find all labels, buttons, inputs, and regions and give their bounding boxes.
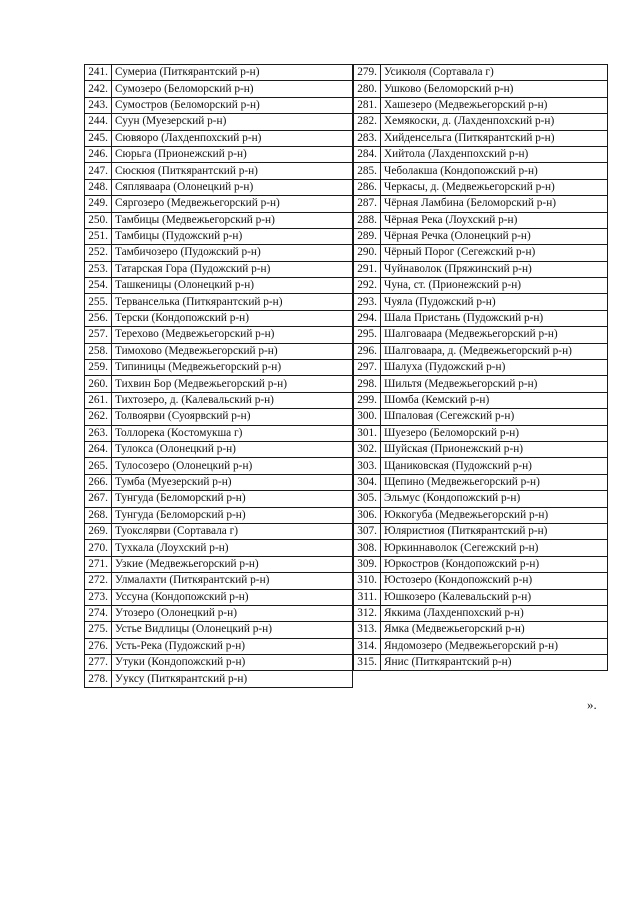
table-row <box>354 294 608 310</box>
row-number: 265. <box>85 458 112 474</box>
settlement-name: Толлорека (Костомукша г) <box>112 425 353 441</box>
table-row <box>85 261 353 277</box>
row-number: 258. <box>85 343 112 359</box>
row-number: 268. <box>85 507 112 523</box>
table-row <box>85 196 353 212</box>
settlement-name: Сумозеро (Беломорский р-н) <box>112 81 353 97</box>
settlement-name: Щепино (Медвежьегорский р-н) <box>381 474 608 490</box>
row-number: 242. <box>85 81 112 97</box>
settlement-name: Шалговаара, д. (Медвежьегорский р-н) <box>381 343 608 359</box>
settlement-name: Хийтола (Лахденпохский р-н) <box>381 146 608 162</box>
settlement-name: Терски (Кондопожский р-н) <box>112 310 353 326</box>
table-row <box>85 310 353 326</box>
table-row <box>354 327 608 343</box>
table-row <box>85 343 353 359</box>
settlements-table-left <box>84 64 353 688</box>
settlement-name: Тулокса (Олонецкий р-н) <box>112 441 353 457</box>
row-number: 248. <box>85 179 112 195</box>
table-row <box>354 622 608 638</box>
row-number: 254. <box>85 278 112 294</box>
table-row <box>85 638 353 654</box>
row-number: 280. <box>354 81 381 97</box>
table-row <box>354 343 608 359</box>
settlement-name: Шала Пристань (Пудожский р-н) <box>381 310 608 326</box>
settlement-name: Утозеро (Олонецкий р-н) <box>112 605 353 621</box>
settlement-name: Татарская Гора (Пудожский р-н) <box>112 261 353 277</box>
table-row <box>85 671 353 687</box>
row-number: 310. <box>354 573 381 589</box>
right-table-body <box>354 65 608 671</box>
row-number: 300. <box>354 409 381 425</box>
row-number: 277. <box>85 655 112 671</box>
table-row <box>354 605 608 621</box>
table-row <box>85 294 353 310</box>
table-row <box>85 622 353 638</box>
table-row <box>354 474 608 490</box>
left-table-body <box>85 65 353 688</box>
settlement-name: Юркостров (Кондопожский р-н) <box>381 556 608 572</box>
settlement-name: Тамбицы (Медвежьегорский р-н) <box>112 212 353 228</box>
table-row <box>85 130 353 146</box>
table-row <box>85 114 353 130</box>
row-number: 311. <box>354 589 381 605</box>
table-row <box>354 540 608 556</box>
row-number: 313. <box>354 622 381 638</box>
settlement-name: Хемякоски, д. (Лахденпохский р-н) <box>381 114 608 130</box>
row-number: 243. <box>85 97 112 113</box>
settlement-name: Типиницы (Медвежьегорский р-н) <box>112 360 353 376</box>
table-row <box>85 81 353 97</box>
row-number: 303. <box>354 458 381 474</box>
row-number: 250. <box>85 212 112 228</box>
settlement-name: Юккогуба (Медвежьегорский р-н) <box>381 507 608 523</box>
table-row <box>354 245 608 261</box>
row-number: 264. <box>85 441 112 457</box>
settlement-name: Тихтозеро, д. (Калевальский р-н) <box>112 392 353 408</box>
settlement-name: Эльмус (Кондопожский р-н) <box>381 491 608 507</box>
row-number: 244. <box>85 114 112 130</box>
table-row <box>85 278 353 294</box>
row-number: 283. <box>354 130 381 146</box>
row-number: 247. <box>85 163 112 179</box>
table-row <box>85 655 353 671</box>
settlement-name: Шуезеро (Беломорский р-н) <box>381 425 608 441</box>
row-number: 315. <box>354 655 381 671</box>
table-row <box>354 65 608 81</box>
table-row <box>354 163 608 179</box>
row-number: 269. <box>85 523 112 539</box>
table-row <box>85 491 353 507</box>
table-row <box>354 130 608 146</box>
settlement-name: Яккима (Лахденпохский р-н) <box>381 605 608 621</box>
row-number: 273. <box>85 589 112 605</box>
table-row <box>354 638 608 654</box>
settlement-name: Ушково (Беломорский р-н) <box>381 81 608 97</box>
settlement-name: Терванселька (Питкярантский р-н) <box>112 294 353 310</box>
settlement-name: Шалговаара (Медвежьегорский р-н) <box>381 327 608 343</box>
table-row <box>85 605 353 621</box>
table-row <box>354 491 608 507</box>
table-row <box>354 655 608 671</box>
settlement-name: Щаниковская (Пудожский р-н) <box>381 458 608 474</box>
row-number: 276. <box>85 638 112 654</box>
table-row <box>85 589 353 605</box>
table-row <box>85 97 353 113</box>
row-number: 282. <box>354 114 381 130</box>
table-row <box>354 376 608 392</box>
table-row <box>354 589 608 605</box>
settlement-name: Сяргозеро (Медвежьегорский р-н) <box>112 196 353 212</box>
table-row <box>85 146 353 162</box>
row-number: 255. <box>85 294 112 310</box>
table-row <box>354 114 608 130</box>
table-row <box>85 425 353 441</box>
settlement-name: Тамбицы (Пудожский р-н) <box>112 228 353 244</box>
settlement-name: Улмалахти (Питкярантский р-н) <box>112 573 353 589</box>
row-number: 278. <box>85 671 112 687</box>
row-number: 299. <box>354 392 381 408</box>
table-row <box>354 441 608 457</box>
table-row <box>85 409 353 425</box>
settlement-name: Сумериа (Питкярантский р-н) <box>112 65 353 81</box>
row-number: 304. <box>354 474 381 490</box>
settlement-name: Тумба (Муезерский р-н) <box>112 474 353 490</box>
settlement-name: Чёрная Речка (Олонецкий р-н) <box>381 228 608 244</box>
row-number: 245. <box>85 130 112 146</box>
settlement-name: Юляристиоя (Питкярантский р-н) <box>381 523 608 539</box>
table-row <box>85 573 353 589</box>
settlement-name: Ямка (Медвежьегорский р-н) <box>381 622 608 638</box>
table-row <box>85 65 353 81</box>
row-number: 275. <box>85 622 112 638</box>
table-row <box>354 179 608 195</box>
settlement-name: Чёрный Порог (Сегежский р-н) <box>381 245 608 261</box>
settlement-name: Шуйская (Прионежский р-н) <box>381 441 608 457</box>
table-row <box>354 278 608 294</box>
row-number: 285. <box>354 163 381 179</box>
row-number: 281. <box>354 97 381 113</box>
row-number: 290. <box>354 245 381 261</box>
settlement-name: Шомба (Кемский р-н) <box>381 392 608 408</box>
settlement-name: Туокслярви (Сортавала г) <box>112 523 353 539</box>
settlement-name: Тунгуда (Беломорский р-н) <box>112 507 353 523</box>
row-number: 267. <box>85 491 112 507</box>
settlement-name: Тулосозеро (Олонецкий р-н) <box>112 458 353 474</box>
row-number: 249. <box>85 196 112 212</box>
row-number: 272. <box>85 573 112 589</box>
settlement-name: Тамбичозеро (Пудожский р-н) <box>112 245 353 261</box>
table-row <box>354 392 608 408</box>
table-row <box>85 556 353 572</box>
settlement-name: Усть-Река (Пудожский р-н) <box>112 638 353 654</box>
row-number: 271. <box>85 556 112 572</box>
row-number: 251. <box>85 228 112 244</box>
table-row <box>354 556 608 572</box>
row-number: 256. <box>85 310 112 326</box>
table-row <box>85 228 353 244</box>
settlement-name: Черкасы, д. (Медвежьегорский р-н) <box>381 179 608 195</box>
row-number: 298. <box>354 376 381 392</box>
settlement-name: Тунгуда (Беломорский р-н) <box>112 491 353 507</box>
table-row <box>85 474 353 490</box>
table-row <box>85 327 353 343</box>
row-number: 295. <box>354 327 381 343</box>
settlement-name: Усикюля (Сортавала г) <box>381 65 608 81</box>
table-row <box>354 261 608 277</box>
settlement-name: Ташкеницы (Олонецкий р-н) <box>112 278 353 294</box>
row-number: 246. <box>85 146 112 162</box>
table-row <box>85 163 353 179</box>
row-number: 279. <box>354 65 381 81</box>
settlement-name: Сюскюя (Питкярантский р-н) <box>112 163 353 179</box>
table-row <box>85 523 353 539</box>
row-number: 284. <box>354 146 381 162</box>
settlement-name: Ууксу (Питкярантский р-н) <box>112 671 353 687</box>
table-row <box>354 409 608 425</box>
settlement-name: Чеболакша (Кондопожский р-н) <box>381 163 608 179</box>
table-row <box>354 507 608 523</box>
settlement-name: Суун (Муезерский р-н) <box>112 114 353 130</box>
row-number: 241. <box>85 65 112 81</box>
settlement-name: Янис (Питкярантский р-н) <box>381 655 608 671</box>
table-row <box>354 196 608 212</box>
settlement-name: Яндомозеро (Медвежьегорский р-н) <box>381 638 608 654</box>
table-row <box>85 540 353 556</box>
settlement-name: Чёрная Ламбина (Беломорский р-н) <box>381 196 608 212</box>
row-number: 270. <box>85 540 112 556</box>
row-number: 253. <box>85 261 112 277</box>
row-number: 314. <box>354 638 381 654</box>
table-row <box>85 441 353 457</box>
settlement-name: Юркиннаволок (Сегежский р-н) <box>381 540 608 556</box>
settlement-name: Чуна, ст. (Прионежский р-н) <box>381 278 608 294</box>
table-row <box>85 212 353 228</box>
table-row <box>354 81 608 97</box>
row-number: 287. <box>354 196 381 212</box>
row-number: 296. <box>354 343 381 359</box>
row-number: 302. <box>354 441 381 457</box>
table-row <box>354 228 608 244</box>
table-row <box>354 425 608 441</box>
row-number: 261. <box>85 392 112 408</box>
row-number: 308. <box>354 540 381 556</box>
row-number: 301. <box>354 425 381 441</box>
row-number: 252. <box>85 245 112 261</box>
row-number: 266. <box>85 474 112 490</box>
row-number: 259. <box>85 360 112 376</box>
row-number: 309. <box>354 556 381 572</box>
settlement-name: Тухкала (Лоухский р-н) <box>112 540 353 556</box>
settlement-name: Тимохово (Медвежьегорский р-н) <box>112 343 353 359</box>
settlement-name: Чуйнаволок (Пряжинский р-н) <box>381 261 608 277</box>
settlement-name: Тихвин Бор (Медвежьегорский р-н) <box>112 376 353 392</box>
settlement-name: Сюрьга (Прионежский р-н) <box>112 146 353 162</box>
row-number: 293. <box>354 294 381 310</box>
settlement-name: Чуяла (Пудожский р-н) <box>381 294 608 310</box>
closing-quote-mark: ». <box>587 697 597 712</box>
table-row <box>354 523 608 539</box>
settlement-name: Юшкозеро (Калевальский р-н) <box>381 589 608 605</box>
row-number: 292. <box>354 278 381 294</box>
table-row <box>85 179 353 195</box>
row-number: 262. <box>85 409 112 425</box>
table-row <box>354 212 608 228</box>
settlement-name: Шильтя (Медвежьегорский р-н) <box>381 376 608 392</box>
table-row <box>85 376 353 392</box>
settlement-name: Юстозеро (Кондопожский р-н) <box>381 573 608 589</box>
settlement-name: Шалуха (Пудожский р-н) <box>381 360 608 376</box>
settlements-table-right <box>353 64 608 671</box>
row-number: 306. <box>354 507 381 523</box>
table-row <box>354 97 608 113</box>
settlement-name: Шпаловая (Сегежский р-н) <box>381 409 608 425</box>
table-row <box>85 392 353 408</box>
table-row <box>354 146 608 162</box>
row-number: 312. <box>354 605 381 621</box>
row-number: 294. <box>354 310 381 326</box>
settlement-name: Сювяоро (Лахденпохский р-н) <box>112 130 353 146</box>
row-number: 263. <box>85 425 112 441</box>
row-number: 289. <box>354 228 381 244</box>
row-number: 257. <box>85 327 112 343</box>
settlement-name: Сумостров (Беломорский р-н) <box>112 97 353 113</box>
settlement-name: Сяпляваара (Олонецкий р-н) <box>112 179 353 195</box>
settlement-name: Чёрная Река (Лоухский р-н) <box>381 212 608 228</box>
table-row <box>85 245 353 261</box>
table-row <box>354 310 608 326</box>
row-number: 260. <box>85 376 112 392</box>
row-number: 307. <box>354 523 381 539</box>
row-number: 305. <box>354 491 381 507</box>
settlement-name: Уссуна (Кондопожский р-н) <box>112 589 353 605</box>
row-number: 291. <box>354 261 381 277</box>
row-number: 274. <box>85 605 112 621</box>
row-number: 297. <box>354 360 381 376</box>
settlement-name: Толвоярви (Суоярвский р-н) <box>112 409 353 425</box>
settlement-name: Терехово (Медвежьегорский р-н) <box>112 327 353 343</box>
settlement-name: Узкие (Медвежьегорский р-н) <box>112 556 353 572</box>
table-row <box>85 507 353 523</box>
row-number: 286. <box>354 179 381 195</box>
table-row <box>354 458 608 474</box>
settlement-name: Хашезеро (Медвежьегорский р-н) <box>381 97 608 113</box>
settlement-name: Хийденсельга (Питкярантский р-н) <box>381 130 608 146</box>
table-row <box>354 573 608 589</box>
table-row <box>85 360 353 376</box>
settlement-name: Устье Видлицы (Олонецкий р-н) <box>112 622 353 638</box>
table-row <box>85 458 353 474</box>
table-row <box>354 360 608 376</box>
settlement-name: Утуки (Кондопожский р-н) <box>112 655 353 671</box>
row-number: 288. <box>354 212 381 228</box>
